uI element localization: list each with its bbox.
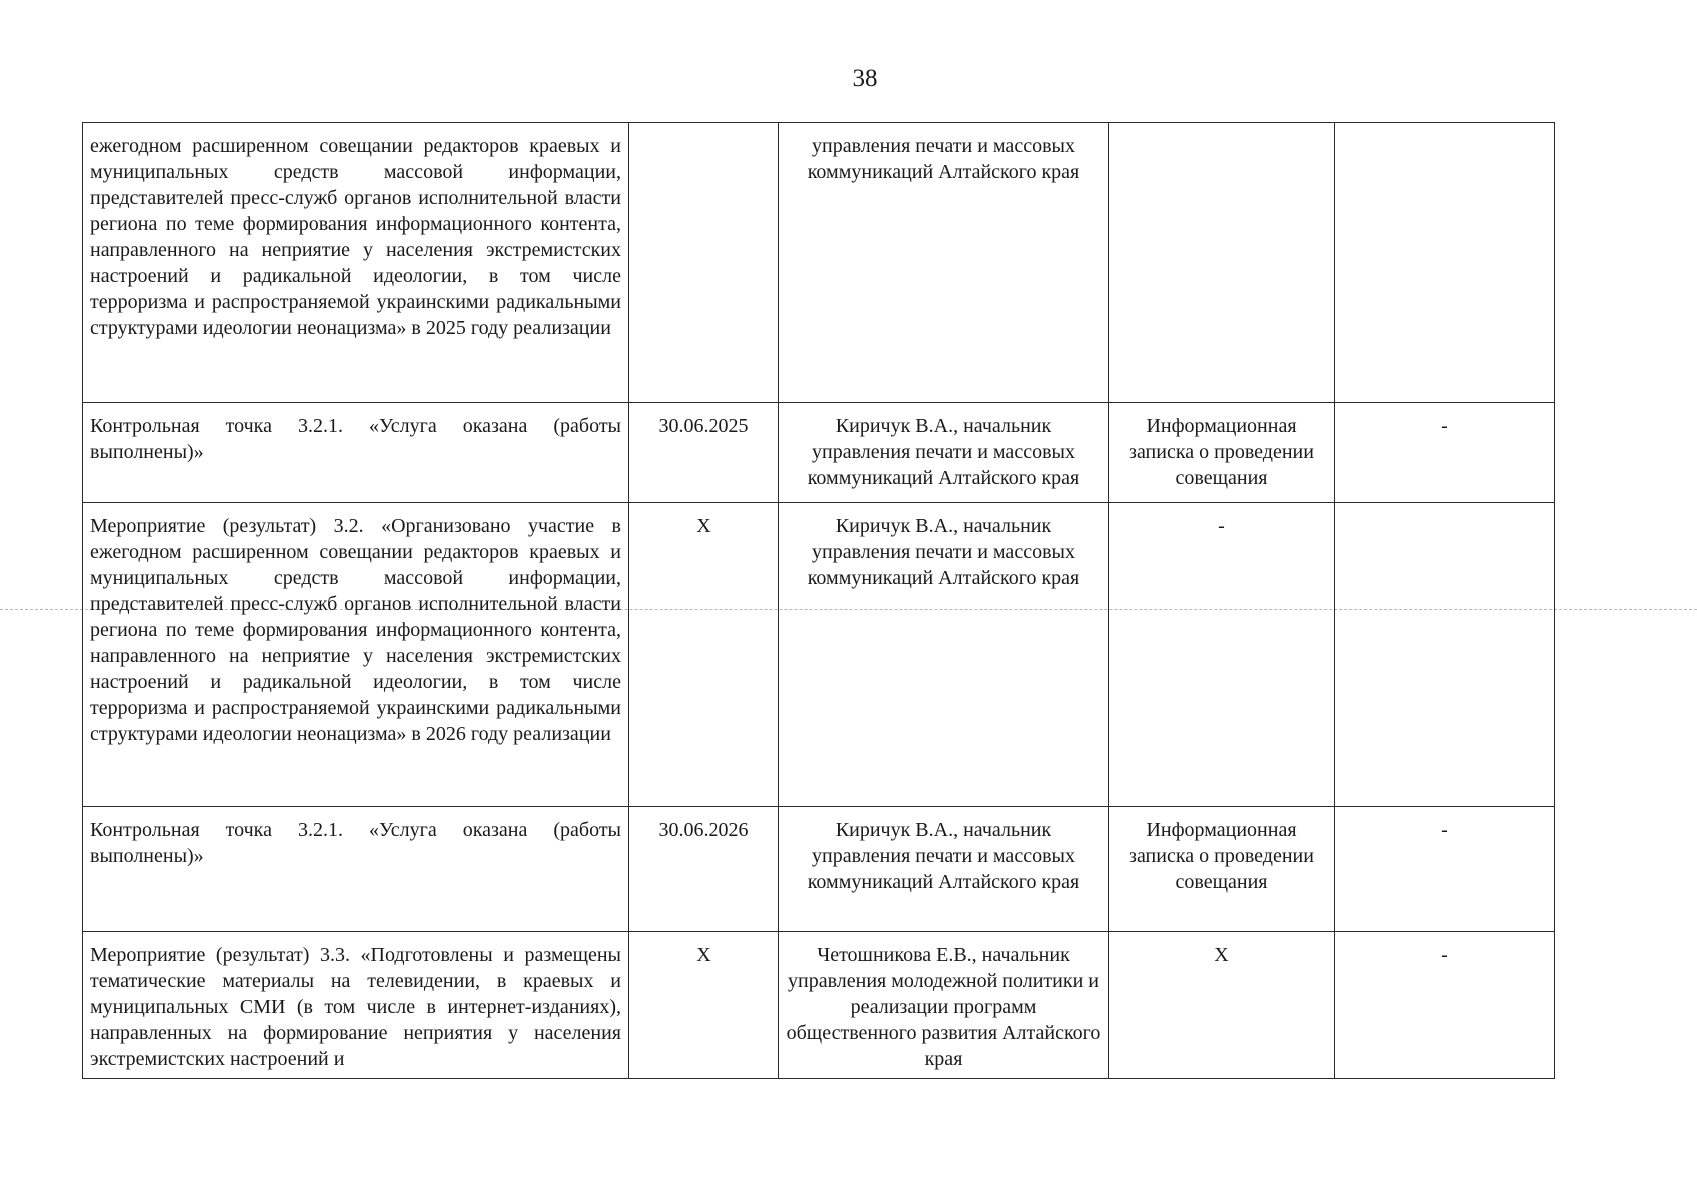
deadline-cell: X bbox=[629, 503, 779, 807]
event-name-cell: Контрольная точка 3.2.1. «Услуга оказана (работы выполнены)» bbox=[83, 807, 629, 932]
page-number: 38 bbox=[852, 65, 878, 92]
event-name-cell: ежегодном расширенном совещании редакторов краевых и муниципальных средств массовой информации, представителей пресс-служб органов исполнительной власти региона по теме формирования информационного контента, направленного на неприятие у населения экстремистских настроений и радикальной идеологии, в том числе терроризма и распространяемой украинскими радикальными структурами идеологии неонацизма» в 2025 году реализации bbox=[83, 123, 629, 403]
table-row bbox=[83, 123, 1555, 403]
table-row bbox=[83, 403, 1555, 503]
responsible-cell: управления печати и массовых коммуникаций Алтайского края bbox=[779, 123, 1109, 403]
event-name-cell: Мероприятие (результат) 3.3. «Подготовлены и размещены тематические материалы на телевидении, в краевых и муниципальных СМИ (в том числе в интернет-изданиях), направленных на формирование неприятия у населения экстремистских настроений и bbox=[83, 932, 629, 1079]
responsible-cell: Киричук В.А., начальник управления печати и массовых коммуникаций Алтайского края bbox=[779, 403, 1109, 503]
document-cell: X bbox=[1109, 932, 1335, 1079]
table-row bbox=[83, 503, 1555, 807]
event-name-cell: Мероприятие (результат) 3.2. «Организовано участие в ежегодном расширенном совещании редакторов краевых и муниципальных средств массовой информации, представителей пресс-служб органов исполнительной власти региона по теме формирования информационного контента, направленного на неприятие у населения экстремистских настроений и радикальной идеологии, в том числе терроризма и распространяемой украинскими радикальными структурами идеологии неонацизма» в 2026 году реализации bbox=[83, 503, 629, 807]
table-row bbox=[83, 932, 1555, 1079]
note-cell: - bbox=[1335, 932, 1555, 1079]
note-cell bbox=[1335, 503, 1555, 807]
note-cell bbox=[1335, 123, 1555, 403]
document-cell: Информационная записка о проведении совещания bbox=[1109, 807, 1335, 932]
event-name-cell: Контрольная точка 3.2.1. «Услуга оказана (работы выполнены)» bbox=[83, 403, 629, 503]
note-cell: - bbox=[1335, 807, 1555, 932]
deadline-cell: 30.06.2025 bbox=[629, 403, 779, 503]
deadline-cell: 30.06.2026 bbox=[629, 807, 779, 932]
plan-table bbox=[82, 122, 1555, 1079]
deadline-cell: X bbox=[629, 932, 779, 1079]
deadline-cell bbox=[629, 123, 779, 403]
responsible-cell: Четошникова Е.В., начальник управления молодежной политики и реализации программ общественного развития Алтайского края bbox=[779, 932, 1109, 1079]
note-cell: - bbox=[1335, 403, 1555, 503]
document-cell: Информационная записка о проведении совещания bbox=[1109, 403, 1335, 503]
document-cell: - bbox=[1109, 503, 1335, 807]
responsible-cell: Киричук В.А., начальник управления печати и массовых коммуникаций Алтайского края bbox=[779, 807, 1109, 932]
document-cell bbox=[1109, 123, 1335, 403]
responsible-cell: Киричук В.А., начальник управления печати и массовых коммуникаций Алтайского края bbox=[779, 503, 1109, 807]
table-row bbox=[83, 807, 1555, 932]
